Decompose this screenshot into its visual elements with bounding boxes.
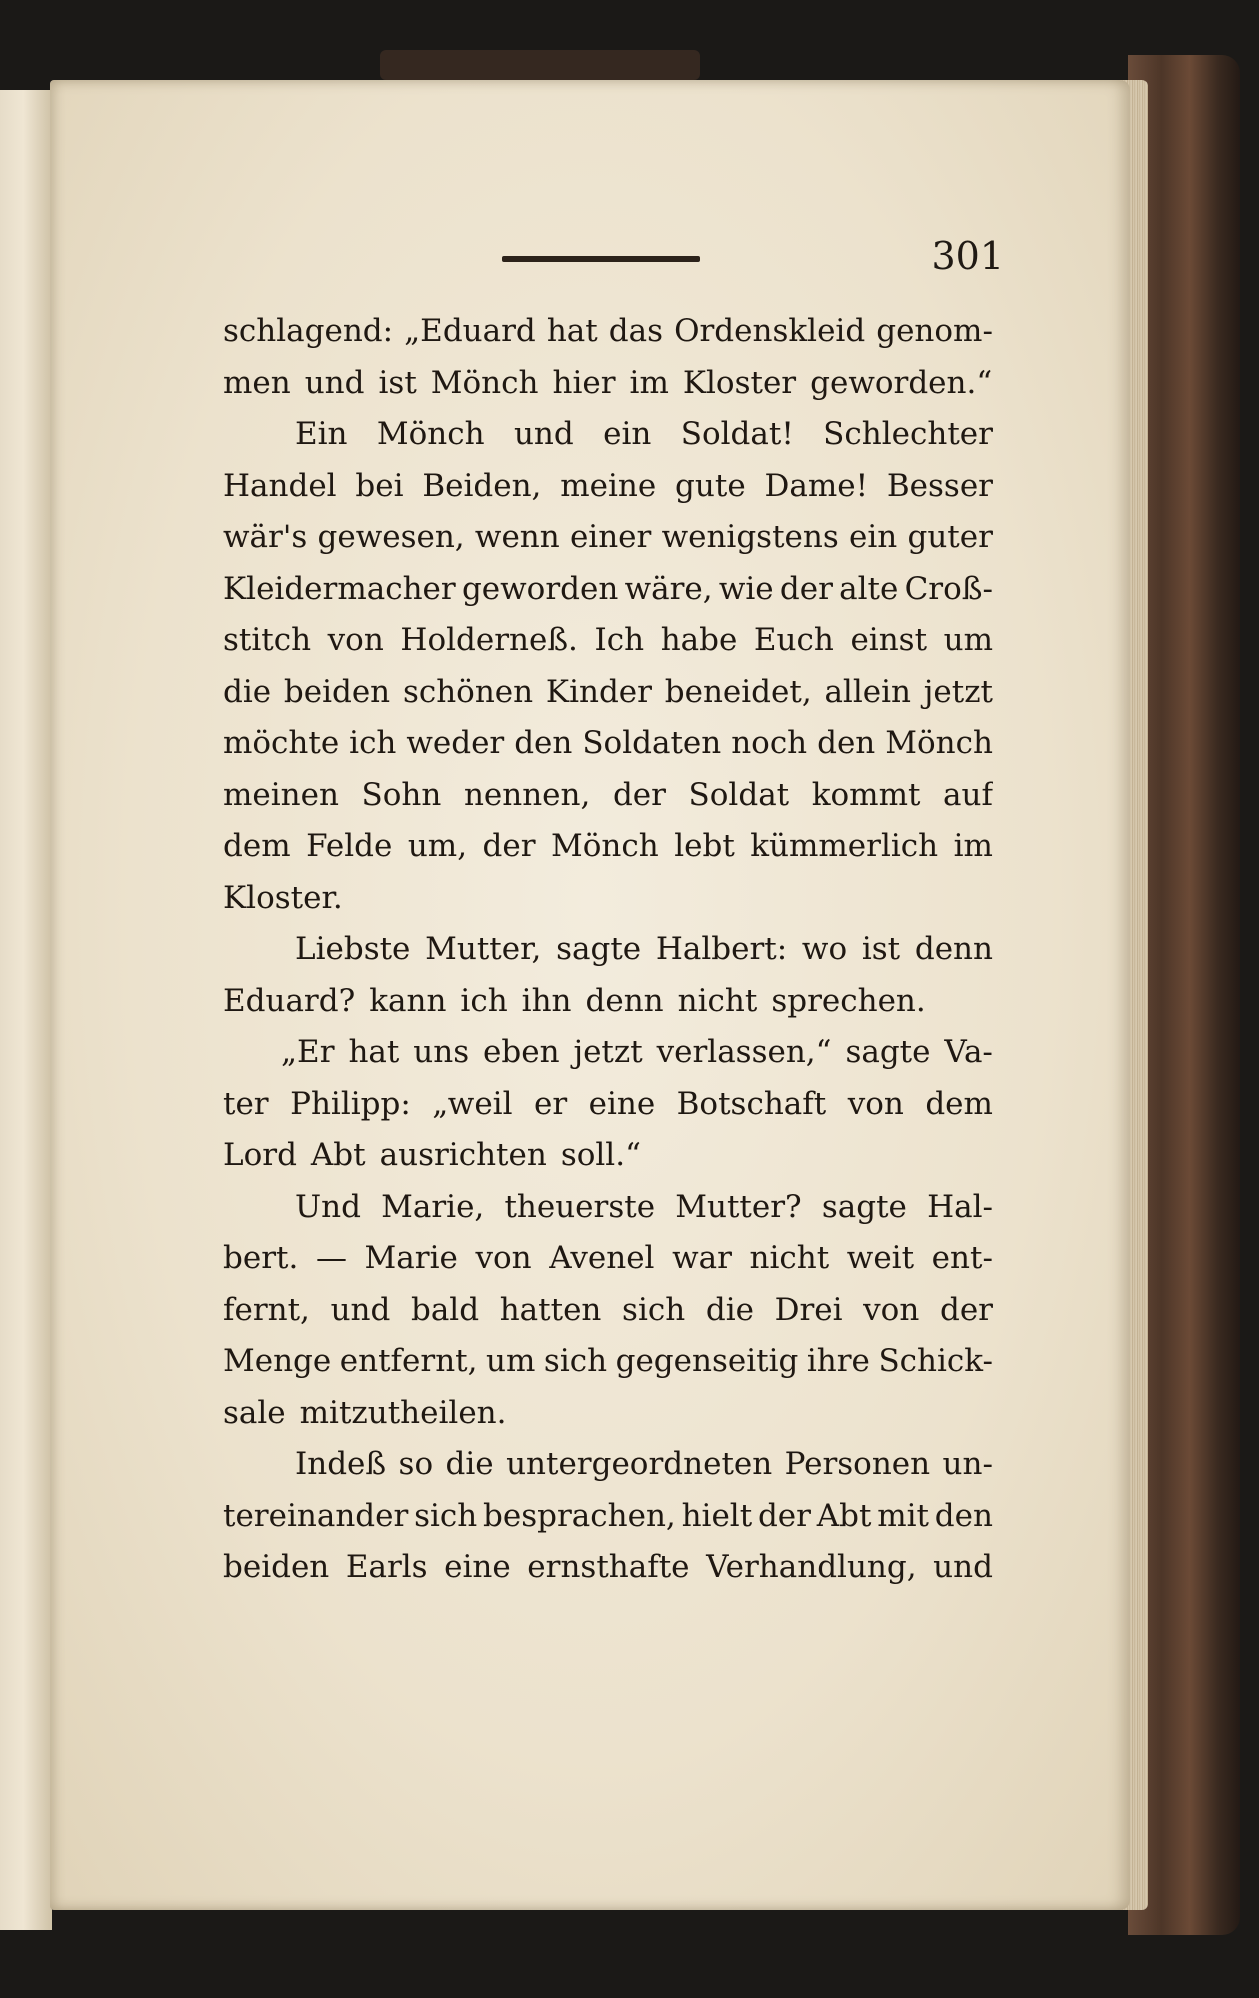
word: Personen	[784, 1446, 931, 1482]
word: Soldat!	[680, 416, 794, 452]
word: Va-	[944, 1034, 993, 1070]
word: geworden.“	[810, 364, 993, 401]
word: er	[533, 1085, 568, 1122]
word: und	[330, 1291, 391, 1328]
word: hielt	[681, 1497, 753, 1534]
word: Botschaft	[676, 1085, 827, 1122]
text-line	[223, 358, 993, 410]
word: gewesen,	[317, 519, 465, 555]
word: ist	[378, 364, 417, 401]
binding-strip	[380, 50, 700, 80]
word: weder	[406, 725, 505, 761]
word: so	[398, 1446, 434, 1482]
text-line	[223, 821, 993, 873]
word: von	[847, 1085, 904, 1122]
word: uns	[413, 1034, 470, 1070]
word: Verhandlung,	[706, 1549, 917, 1585]
word: die	[705, 1291, 754, 1328]
word: denn	[585, 982, 664, 1019]
word: Ein	[295, 416, 348, 452]
text-line	[223, 1027, 993, 1079]
word: beiden	[283, 673, 391, 710]
word: Euch	[753, 622, 834, 658]
word: Mönch	[430, 364, 539, 401]
word: lebt	[674, 828, 735, 864]
text-line	[223, 1491, 993, 1543]
word: Abt	[310, 1137, 366, 1173]
word: dem	[925, 1085, 993, 1122]
word: sich	[622, 1291, 686, 1328]
word: ein	[603, 416, 652, 452]
word: kommt	[811, 776, 921, 813]
word: wo	[801, 931, 848, 967]
word: Holderneß.	[400, 622, 578, 658]
word: ter	[223, 1085, 269, 1122]
word: Croß-	[904, 570, 993, 607]
word: die	[445, 1446, 494, 1482]
word: von	[475, 1240, 532, 1276]
word: entfernt,	[339, 1343, 478, 1379]
page-number: 301	[931, 234, 1004, 278]
word: —	[315, 1240, 347, 1276]
word: im	[953, 828, 993, 864]
word: Marie	[364, 1240, 458, 1276]
word: Hal-	[927, 1188, 993, 1225]
word: Earls	[345, 1549, 428, 1585]
word: Kloster	[682, 364, 797, 401]
word: und	[933, 1549, 993, 1585]
word: jetzt	[923, 673, 993, 710]
word: einst	[850, 622, 928, 658]
word: nicht	[677, 982, 758, 1019]
word: nicht	[749, 1240, 830, 1276]
page-body-text	[223, 306, 993, 1596]
word: ihre	[806, 1343, 870, 1379]
word: bert.	[223, 1240, 299, 1276]
text-line	[223, 461, 993, 513]
text-line	[223, 512, 993, 564]
word: beiden	[223, 1549, 330, 1585]
word: ein	[849, 519, 898, 555]
word: Drei	[774, 1291, 843, 1328]
word: stitch	[223, 622, 312, 658]
word: den	[934, 1497, 993, 1534]
word: geworden	[461, 570, 619, 607]
word: Halbert:	[655, 931, 788, 967]
word: Menge	[223, 1343, 332, 1379]
facing-page-edge	[0, 90, 52, 1930]
word: ich	[349, 725, 397, 761]
word: eben	[483, 1034, 560, 1070]
text-line	[223, 770, 993, 822]
text-line	[223, 976, 993, 1028]
word: jetzt	[573, 1034, 643, 1070]
word: sich	[543, 1343, 608, 1379]
text-line	[223, 306, 993, 358]
word: und	[304, 364, 365, 401]
word: eine	[588, 1085, 656, 1122]
header-rule	[502, 256, 700, 262]
word: einer	[569, 519, 652, 555]
word: verlassen,“	[656, 1034, 832, 1070]
word: der	[482, 828, 536, 864]
word: den	[817, 725, 876, 761]
word: hier	[552, 364, 616, 401]
word: wäre,	[624, 570, 713, 607]
word: dem	[223, 828, 291, 864]
word: Mönch	[376, 416, 485, 452]
word: noch	[731, 725, 808, 761]
word: meinen	[223, 776, 339, 813]
word: hat	[348, 1034, 400, 1070]
word: ausrichten	[379, 1137, 547, 1173]
word: Indeß	[295, 1446, 387, 1482]
word: um,	[407, 828, 468, 864]
word: Felde	[306, 828, 393, 864]
word: bei	[355, 467, 404, 504]
word: wie	[718, 570, 774, 607]
word: den	[514, 725, 573, 761]
word: men	[223, 364, 291, 401]
word: Kleidermacher	[223, 570, 456, 607]
word: kümmerlich	[750, 828, 939, 864]
text-line	[223, 1388, 993, 1440]
word: wenigstens	[661, 519, 839, 555]
word: allein	[824, 673, 911, 710]
word: beneidet,	[664, 673, 812, 710]
word: auf	[943, 776, 993, 813]
word: sagte	[845, 1034, 931, 1070]
word: die	[223, 673, 272, 710]
word: sale	[223, 1394, 286, 1431]
text-line	[223, 1233, 993, 1285]
word: genom-	[876, 313, 993, 349]
word: Eduard?	[223, 982, 356, 1019]
word: wenn	[474, 519, 560, 555]
text-line	[223, 718, 993, 770]
word: hat	[546, 313, 598, 349]
text-line	[223, 1130, 993, 1182]
word: von	[863, 1291, 920, 1328]
word: gute	[675, 467, 746, 504]
word: Und	[295, 1188, 361, 1225]
text-line	[223, 667, 993, 719]
word: Ordenskleid	[674, 313, 866, 349]
word: ihn	[521, 982, 572, 1019]
word: guter	[907, 519, 993, 555]
word: mit	[877, 1497, 930, 1534]
word: sprechen.	[771, 982, 926, 1019]
word: Lord	[223, 1137, 297, 1173]
word: um	[486, 1343, 536, 1379]
word: habe	[660, 622, 738, 658]
word: sagte	[821, 1188, 907, 1225]
word: der	[779, 570, 833, 607]
word: Beiden,	[422, 467, 542, 504]
word: Soldaten	[582, 725, 722, 761]
word: um	[943, 622, 993, 658]
word: meine	[560, 467, 657, 504]
word: „Eduard	[404, 313, 536, 349]
word: schlagend:	[223, 313, 394, 349]
word: untergeordneten	[506, 1446, 773, 1482]
text-line	[223, 564, 993, 616]
text-line	[223, 1336, 993, 1388]
word: war	[672, 1240, 732, 1276]
word: Abt	[816, 1497, 872, 1534]
word: Schick-	[878, 1343, 993, 1379]
word: eine	[444, 1549, 511, 1585]
word: theuerste	[504, 1188, 656, 1225]
text-line	[223, 615, 993, 667]
word: kann	[369, 982, 447, 1019]
word: ernsthafte	[527, 1549, 690, 1585]
word: Kloster.	[223, 879, 343, 916]
word: besprachen,	[483, 1497, 676, 1534]
word: Dame!	[764, 467, 869, 504]
word: alte	[839, 570, 899, 607]
word: das	[608, 313, 664, 349]
word: Avenel	[549, 1240, 655, 1276]
text-line	[223, 409, 993, 461]
word: Handel	[223, 467, 337, 504]
text-line	[223, 873, 993, 925]
word: der	[939, 1291, 993, 1328]
word: Besser	[886, 467, 993, 504]
word: der	[612, 776, 666, 813]
word: Ich	[594, 622, 645, 658]
text-line	[223, 1285, 993, 1337]
word: denn	[914, 931, 993, 967]
word: Mutter?	[675, 1188, 802, 1225]
word: „Er	[281, 1034, 335, 1070]
word: Schlechter	[823, 416, 993, 452]
word: Sohn	[361, 776, 442, 813]
word: schönen	[402, 673, 534, 710]
word: im	[629, 364, 669, 401]
word: wär's	[223, 519, 308, 555]
word: sagte	[556, 931, 642, 967]
word: Philipp:	[290, 1085, 411, 1122]
word: Marie,	[381, 1188, 485, 1225]
word: un-	[942, 1446, 993, 1482]
text-line	[223, 1182, 993, 1234]
word: möchte	[223, 725, 340, 761]
word: ist	[861, 931, 901, 967]
word: sich	[414, 1497, 478, 1534]
word: Mönch	[551, 828, 659, 864]
word: der	[757, 1497, 811, 1534]
word: ich	[460, 982, 508, 1019]
word: fernt,	[223, 1291, 310, 1328]
word: ent-	[931, 1240, 993, 1276]
word: Liebste	[295, 931, 411, 967]
word: von	[327, 622, 384, 658]
text-line	[223, 1439, 993, 1491]
word: tereinander	[223, 1497, 409, 1534]
word: soll.“	[560, 1137, 641, 1173]
word: Kinder	[545, 673, 652, 710]
word: und	[513, 416, 574, 452]
word: nennen,	[463, 776, 591, 813]
word: bald	[410, 1291, 480, 1328]
text-line	[223, 924, 993, 976]
word: hatten	[499, 1291, 602, 1328]
word: „weil	[432, 1085, 513, 1122]
word: gegenseitig	[615, 1343, 799, 1379]
text-line	[223, 1079, 993, 1131]
word: weit	[846, 1240, 915, 1276]
word: mitzutheilen.	[299, 1394, 507, 1431]
word: Soldat	[688, 776, 790, 813]
word: Mönch	[885, 725, 993, 761]
text-line	[223, 1542, 993, 1594]
word: Mutter,	[425, 931, 542, 967]
